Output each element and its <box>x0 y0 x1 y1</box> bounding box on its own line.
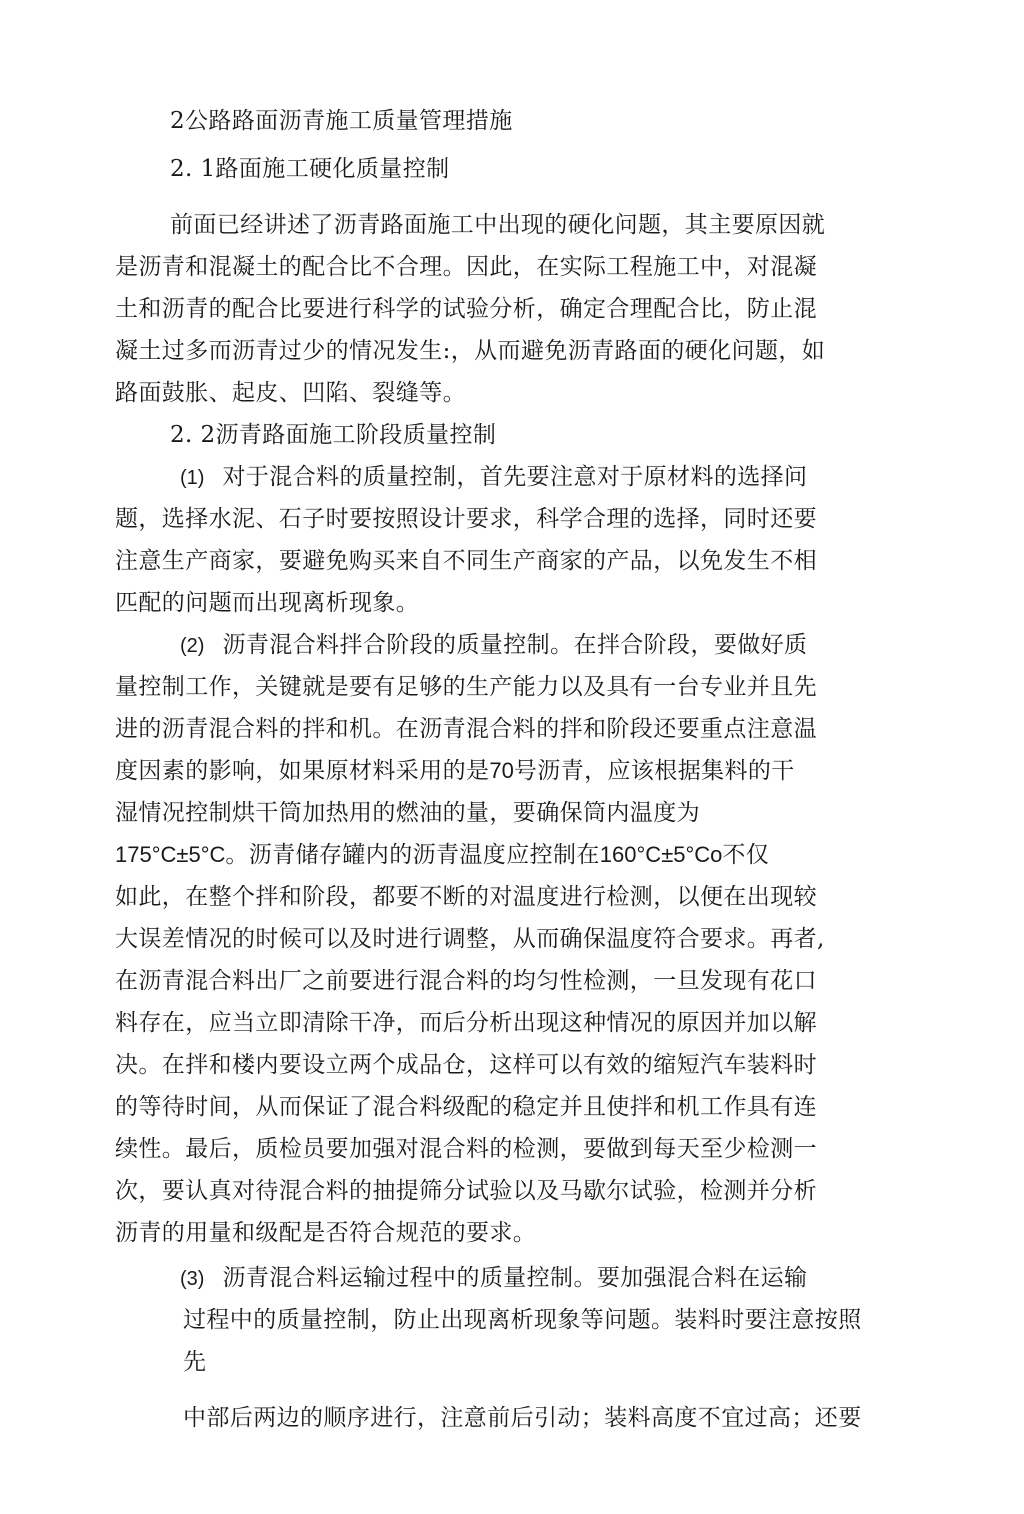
paragraph-line: 沥青的用量和级配是否符合规范的要求。 <box>115 1220 537 1246</box>
list-marker: (1) <box>180 467 205 489</box>
list-marker: (2) <box>180 635 205 657</box>
list-item-2-first-line <box>180 630 807 661</box>
section-heading-2: 2公路路面沥青施工质量管理措施 <box>170 108 513 134</box>
list-item-3-first-line <box>180 1263 807 1294</box>
paragraph-line: 进的沥青混合料的拌和机。在沥青混合料的拌和阶段还要重点注意温 <box>115 716 817 742</box>
paragraph-line: 凝土过多而沥青过少的情况发生:，从而避免沥青路面的硬化问题，如 <box>115 338 826 364</box>
paragraph-line: 决。在拌和楼内要设立两个成品仓，这样可以有效的缩短汽车装料时 <box>115 1052 817 1078</box>
paragraph-line: 续性。最后，质检员要加强对混合料的检测，要做到每天至少检测一 <box>115 1136 817 1162</box>
list-item-1-first-line <box>180 462 807 493</box>
paragraph-line: 土和沥青的配合比要进行科学的试验分析，确定合理配合比，防止混 <box>115 296 817 322</box>
paragraph-line: 的等待时间，从而保证了混合料级配的稳定并且使拌和机工作具有连 <box>115 1094 817 1120</box>
paragraph-line: 次，要认真对待混合料的抽提筛分试验以及马歇尔试验，检测并分析 <box>115 1178 817 1204</box>
paragraph-line: 路面鼓胀、起皮、凹陷、裂缝等。 <box>115 380 466 406</box>
paragraph-line: 湿情况控制烘干筒加热用的燃油的量，要确保筒内温度为 <box>115 800 700 826</box>
temperature-value: 175°C±5°C <box>115 842 226 867</box>
subsection-heading-2-1: 2. 1路面施工硬化质量控制 <box>170 156 450 182</box>
text-run: 号沥青，应该根据集料的干 <box>513 758 795 784</box>
paragraph-line: 过程中的质量控制，防止出现离析现象等问题。装料时要注意按照 <box>183 1307 862 1333</box>
paragraph-line: 先 <box>183 1349 207 1375</box>
paragraph-line: 是沥青和混凝土的配合比不合理。因此，在实际工程施工中，对混凝 <box>115 254 817 280</box>
text-run: 不仅 <box>722 842 770 868</box>
list-item-text: 沥青混合料运输过程中的质量控制。要加强混合料在运输 <box>222 1265 808 1291</box>
paragraph-line <box>115 756 795 786</box>
paragraph-line: 中部后两边的顺序进行，注意前后引动；装料高度不宜过高；还要 <box>183 1405 862 1431</box>
paragraph-line: 料存在，应当立即清除干净，而后分析出现这种情况的原因并加以解 <box>115 1010 817 1036</box>
list-item-text: 对于混合料的质量控制，首先要注意对于原材料的选择问 <box>222 464 808 490</box>
list-item-text: 沥青混合料拌合阶段的质量控制。在拌合阶段，要做好质 <box>222 632 808 658</box>
list-marker: (3) <box>180 1268 205 1290</box>
paragraph-line: 匹配的问题而出现离析现象。 <box>115 590 420 616</box>
text-run: 。沥青储存罐内的沥青温度应控制在 <box>225 842 600 868</box>
paragraph-line <box>115 840 769 870</box>
number-run: 70 <box>489 758 514 783</box>
paragraph-line: 量控制工作，关键就是要有足够的生产能力以及具有一台专业并且先 <box>115 674 817 700</box>
paragraph-line: 如此，在整个拌和阶段，都要不断的对温度进行检测，以便在出现较 <box>115 884 817 910</box>
paragraph-line: 题，选择水泥、石子时要按照设计要求，科学合理的选择，同时还要 <box>115 506 817 532</box>
subsection-heading-2-2: 2. 2沥青路面施工阶段质量控制 <box>170 422 497 448</box>
text-run: 度因素的影响，如果原材料采用的是 <box>115 758 490 784</box>
paragraph-line: 在沥青混合料出厂之前要进行混合料的均匀性检测，一旦发现有花口 <box>115 968 817 994</box>
paragraph-line: 前面已经讲述了沥青路面施工中出现的硬化问题，其主要原因就 <box>170 212 826 238</box>
paragraph-line: 大误差情况的时候可以及时进行调整，从而确保温度符合要求。再者, <box>115 926 825 952</box>
paragraph-line: 注意生产商家，要避免购买来自不同生产商家的产品，以免发生不相 <box>115 548 817 574</box>
temperature-value: 160°C±5°Co <box>599 842 723 867</box>
